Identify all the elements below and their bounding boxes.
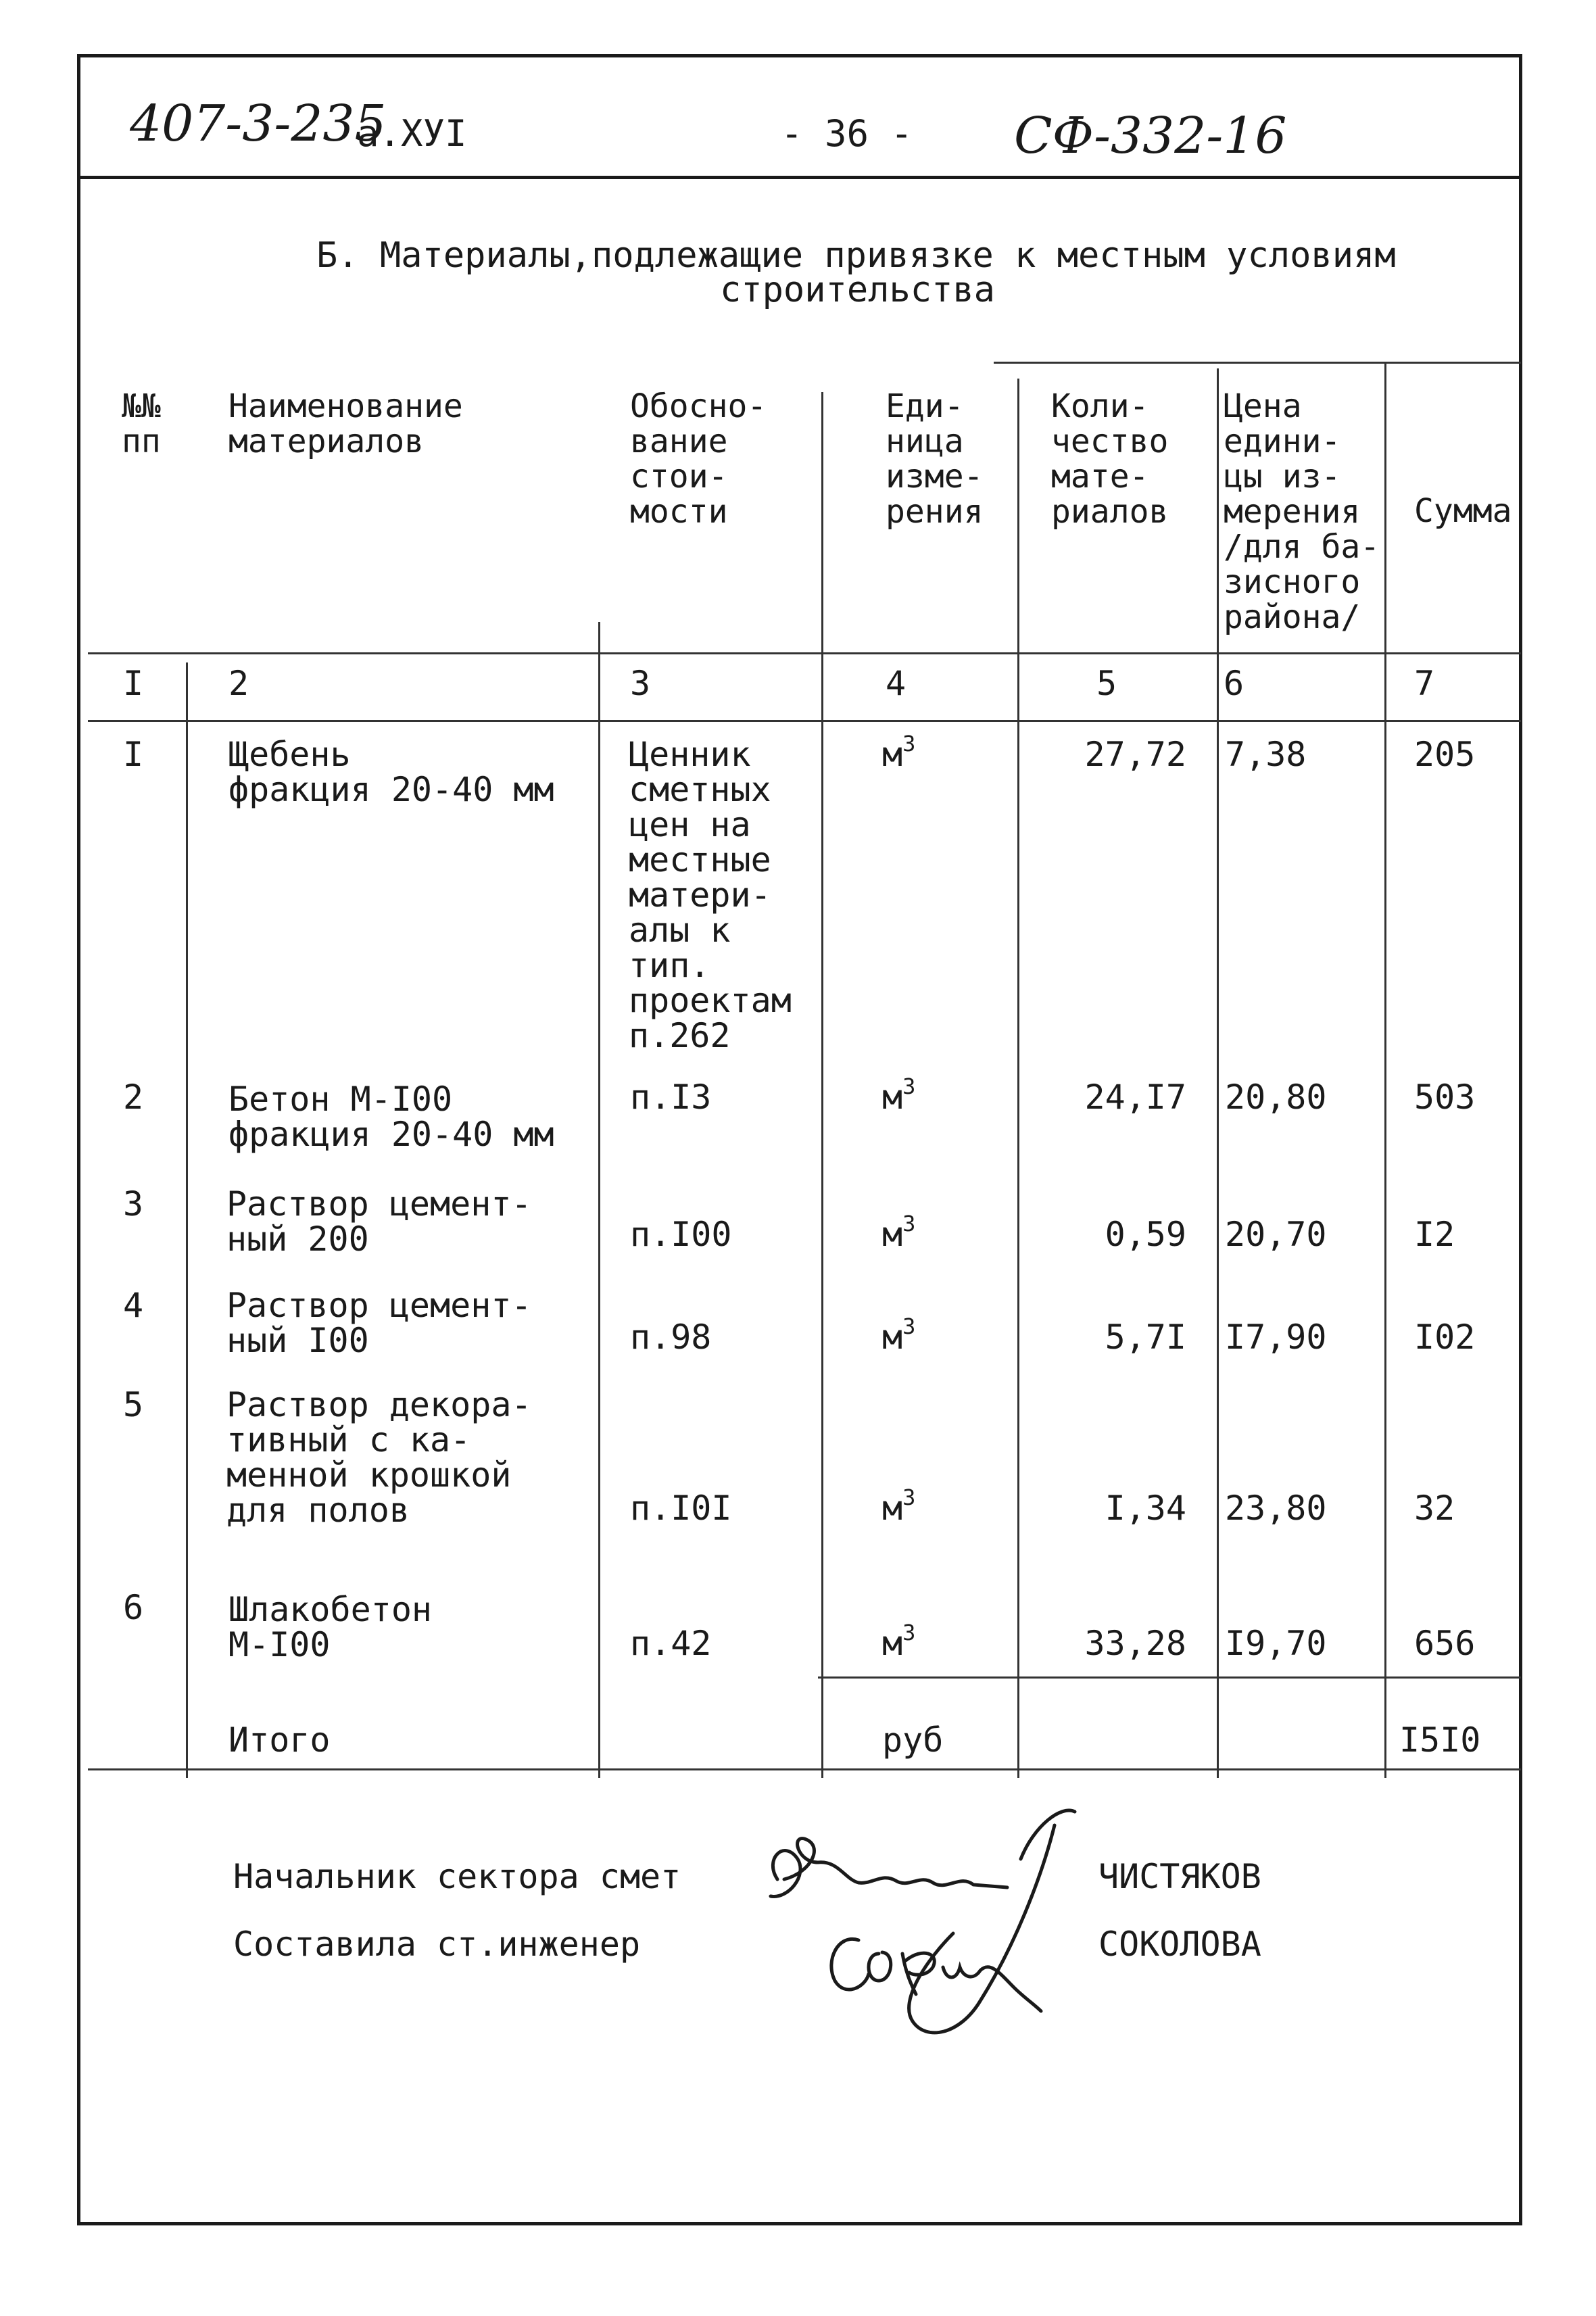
row-cost-basis: п.98 [630,1318,712,1357]
row-unit-price: I9,70 [1225,1624,1327,1663]
series-code-handwritten: СФ-332-16 [1014,107,1287,165]
header-bottom-rule [88,652,1521,654]
row-number: 2 [123,1078,144,1117]
col-divider-3 [821,392,823,1778]
numbers-bottom-rule [88,720,1521,722]
row-sum: 503 [1414,1078,1476,1117]
row-cost-basis: Ценник сметных цен на местные матери- алы к тип. проектам п.262 [629,735,792,1055]
col-divider-5 [1217,368,1219,1778]
colnum-4: 4 [886,664,906,703]
doc-code-handwritten: 407-3-235 [130,95,387,153]
row-number: 6 [123,1588,144,1627]
total-sum: I5I0 [1399,1720,1481,1760]
row-unit-price: 23,80 [1225,1489,1327,1528]
row-quantity: I,34 [1105,1489,1186,1528]
row-sum: 205 [1414,735,1476,774]
row-cost-basis: п.I3 [630,1078,712,1117]
signatory-name-1: ЧИСТЯКОВ [1098,1857,1261,1896]
table-bottom-rule [88,1768,1521,1770]
album-label: а.XУI [357,112,467,155]
row-unit: $м^3$ [882,1485,916,1528]
total-label: Итого [228,1720,331,1760]
colnum-7: 7 [1414,664,1435,703]
header-unit: Еди- ница изме- рения [886,387,984,531]
row-number: 3 [123,1184,144,1224]
header-cost-basis: Обосно- вание стои- мости [630,387,767,531]
row-material-name: Раствор цемент- ный 200 [226,1184,532,1259]
row-number: I [123,735,144,774]
row-material-name: Шлакобетон М-I00 [228,1590,433,1664]
row-quantity: 24,I7 [1084,1078,1186,1117]
header-quantity: Коли- чество мате- риалов [1051,387,1169,531]
row-quantity: 5,7I [1105,1318,1186,1357]
row-sum: 656 [1414,1624,1476,1663]
colnum-1: I [123,664,144,703]
row-unit: $м^3$ [882,1073,916,1117]
section-title: Б. Материалы,подлежащие привязке к местным условиям [316,235,1396,276]
row-unit: $м^3$ [882,731,916,774]
row-material-name: Бетон М-I00 фракция 20-40 мм [228,1080,554,1154]
col-divider-4 [1017,379,1019,1778]
row-sum: I02 [1414,1318,1476,1357]
row-number: 4 [123,1286,144,1325]
row-quantity: 27,72 [1084,735,1186,774]
col-divider-6 [1384,362,1386,1778]
colnum-2: 2 [228,664,249,703]
row-cost-basis: п.42 [630,1624,712,1663]
row-cost-basis: п.I0I [630,1489,732,1528]
table-top-rule [994,362,1521,364]
header-material-name: Наименование материалов [228,387,463,460]
header-rule [80,176,1519,179]
row-unit-price: 20,70 [1225,1215,1327,1254]
row-material-name: Раствор декора- тивный с ка- менной крошкой для полов [226,1385,532,1530]
row-material-name: Щебень фракция 20-40 мм [228,735,554,809]
row-unit-price: 7,38 [1225,735,1307,774]
handwritten-signature-2 [811,1913,1055,2075]
header-number: №№ пп [122,387,161,460]
total-unit: руб [882,1720,944,1760]
colnum-3: 3 [630,664,651,703]
row-material-name: Раствор цемент- ный I00 [226,1286,532,1360]
page-number: - 36 - [781,112,913,155]
row-unit: $м^3$ [882,1211,916,1254]
colnum-5: 5 [1096,664,1117,703]
section-title-cont: строительства [720,270,995,310]
row-sum: 32 [1414,1489,1455,1528]
row-unit-price: 20,80 [1225,1078,1327,1117]
signatory-name-2: СОКОЛОВА [1098,1925,1261,1964]
row-quantity: 0,59 [1105,1215,1186,1254]
signatory-role-1: Начальник сектора смет [233,1857,681,1896]
row-cost-basis: п.I00 [630,1215,732,1254]
col-divider-2 [598,622,600,1778]
row-number: 5 [123,1385,144,1424]
colnum-6: 6 [1224,664,1244,703]
header-unit-price: Цена едини- цы из- мерения /для ба- зисного района/ [1224,387,1380,636]
header-sum: Сумма [1414,492,1512,530]
body-bottom-rule [818,1676,1521,1679]
row-unit: $м^3$ [882,1313,916,1357]
row-sum: I2 [1414,1215,1455,1254]
row-unit-price: I7,90 [1225,1318,1327,1357]
row-unit: $м^3$ [882,1620,916,1663]
signatory-role-2: Составила ст.инженер [233,1925,641,1964]
col-divider-1 [186,662,188,1778]
row-quantity: 33,28 [1084,1624,1186,1663]
